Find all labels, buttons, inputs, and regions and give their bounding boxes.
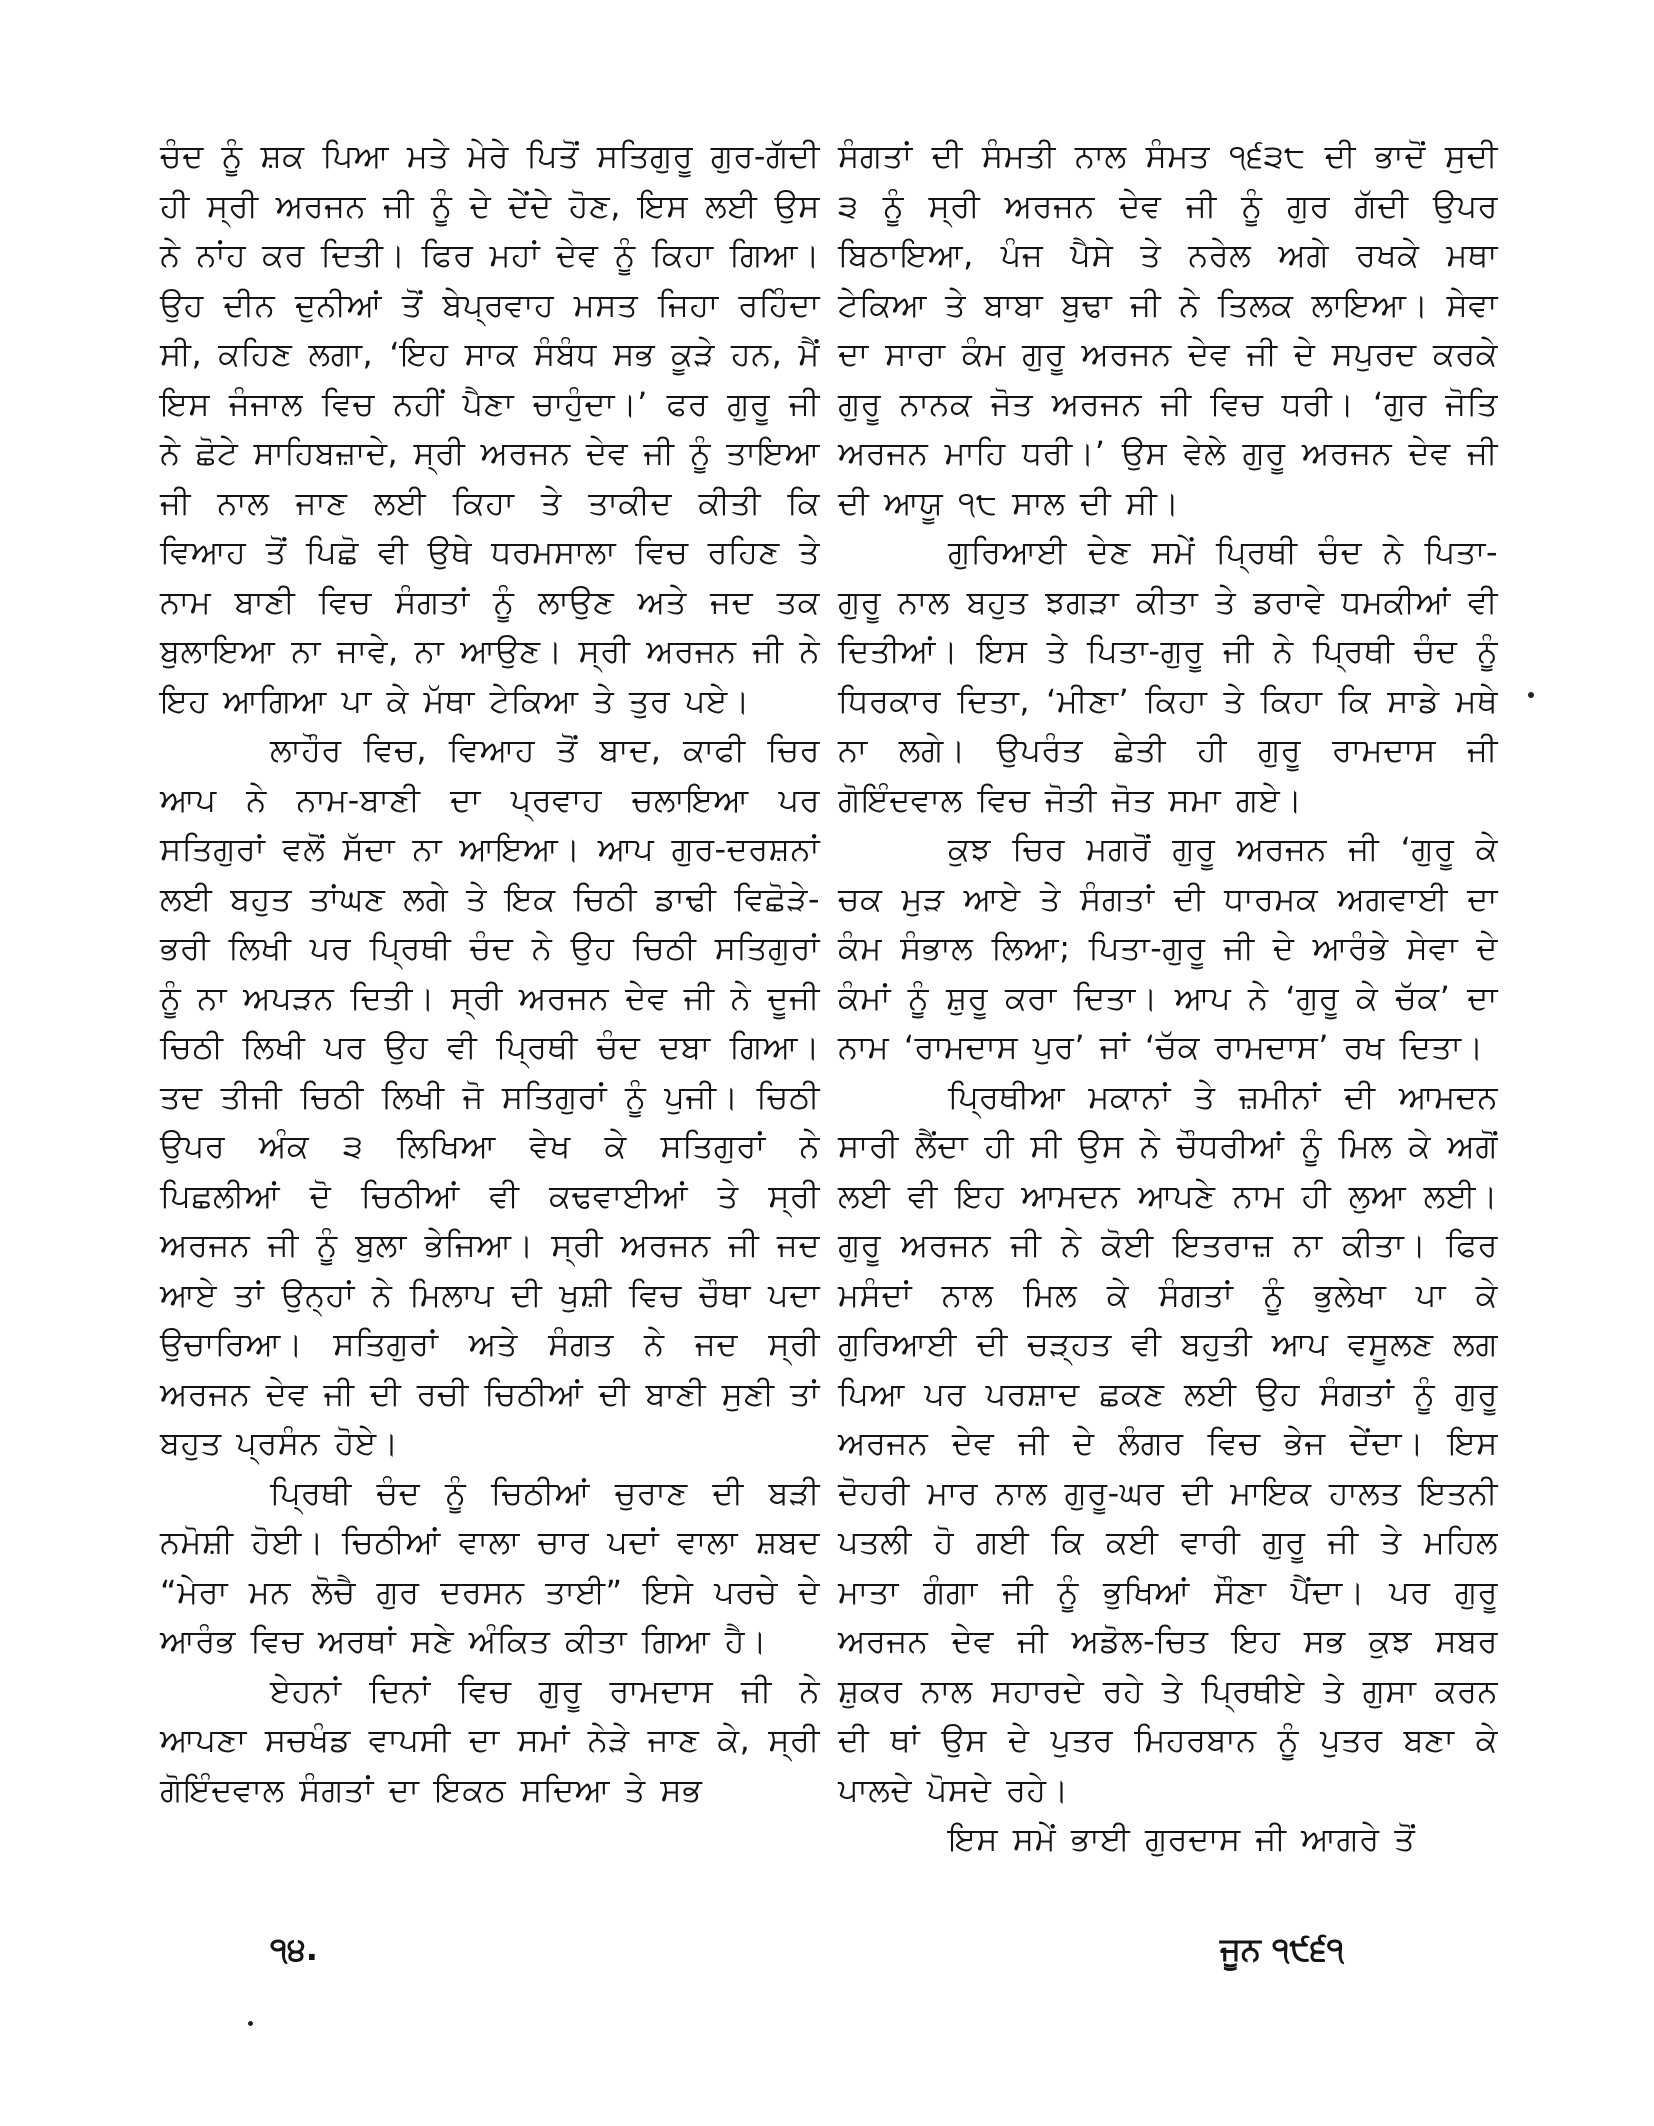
paragraph: ਕੁਝ ਚਿਰ ਮਗਰੋਂ ਗੁਰੂ ਅਰਜਨ ਜੀ ‘ਗੁਰੂ ਕੇ ਚਕ ਮੁੜ ਆਏ ਤੇ ਸੰਗਤਾਂ ਦੀ ਧਾਰਮਕ ਅਗਵਾਈ ਦਾ ਕੰਮ ਸੰਭਾਲ ਲਿਆ; ਪਿਤਾ-ਗੁਰੂ ਜੀ ਦੇ ਆਰੰਭੇ ਸੇਵਾ ਦੇ ਕੰਮਾਂ ਨੂੰ ਸ਼ੁਰੂ ਕਰਾ ਦਿਤਾ। ਆਪ ਨੇ ‘ਗੁਰੂ ਕੇ ਚੱਕ’ ਦਾ ਨਾਮ ‘ਰਾਮਦਾਸ ਪੁਰ’ ਜਾਂ ‘ਚੱਕ ਰਾਮਦਾਸ’ ਰਖ ਦਿਤਾ। (838, 830, 1498, 1066)
paragraph: ਏਹਨਾਂ ਦਿਨਾਂ ਵਿਚ ਗੁਰੂ ਰਾਮਦਾਸ ਜੀ ਨੇ ਆਪਣਾ ਸਚਖੰਡ ਵਾਪਸੀ ਦਾ ਸਮਾਂ ਨੇੜੇ ਜਾਣ ਕੇ, ਸ੍ਰੀ ਗੋਇੰਦਵਾਲ ਸੰਗਤਾਂ ਦਾ ਇਕਠ ਸਦਿਆ ਤੇ ਸਭ (160, 1671, 820, 1809)
paragraph: ਇਸ ਸਮੇਂ ਭਾਈ ਗੁਰਦਾਸ ਜੀ ਆਗਰੇ ਤੋਂ (948, 1820, 1416, 1858)
left-column (160, 132, 820, 1815)
paragraph: ਚੰਦ ਨੂੰ ਸ਼ਕ ਪਿਆ ਮਤੇ ਮੇਰੇ ਪਿਤੋਂ ਸਤਿਗੁਰੂ ਗੁਰ-ਗੱਦੀ ਹੀ ਸ੍ਰੀ ਅਰਜਨ ਜੀ ਨੂੰ ਦੇ ਦੇਂਦੇ ਹੋਣ, ਇਸ ਲਈ ਉਸ ਨੇ ਨਾਂਹ ਕਰ ਦਿਤੀ। ਫਿਰ ਮਹਾਂ ਦੇਵ ਨੂੰ ਕਿਹਾ ਗਿਆ। ਉਹ ਦੀਨ ਦੁਨੀਆਂ ਤੋਂ ਬੇਪ੍ਰਵਾਹ ਮਸਤ ਜਿਹਾ ਰਹਿੰਦਾ ਸੀ, ਕਹਿਣ ਲਗਾ, ‘ਇਹ ਸਾਕ ਸੰਬੰਧ ਸਭ ਕੂੜੇ ਹਨ, ਮੈਂ ਇਸ ਜੰਜਾਲ ਵਿਚ ਨਹੀਂ ਪੈਣਾ ਚਾਹੁੰਦਾ।’ ਫਰ ਗੁਰੂ ਜੀ ਨੇ ਛੋਟੇ ਸਾਹਿਬਜ਼ਾਦੇ, ਸ੍ਰੀ ਅਰਜਨ ਦੇਵ ਜੀ ਨੂੰ ਤਾਇਆ ਜੀ ਨਾਲ ਜਾਣ ਲਈ ਕਿਹਾ ਤੇ ਤਾਕੀਦ ਕੀਤੀ ਕਿ ਵਿਆਹ ਤੋਂ ਪਿਛੋ ਵੀ ਉਥੇ ਧਰਮਸਾਲਾ ਵਿਚ ਰਹਿਣ ਤੇ ਨਾਮ ਬਾਣੀ ਵਿਚ ਸੰਗਤਾਂ ਨੂੰ ਲਾਉਣ ਅਤੇ ਜਦ ਤਕ ਬੁਲਾਇਆ ਨਾ ਜਾਵੇ, ਨਾ ਆਉਣ। ਸ੍ਰੀ ਅਰਜਨ ਜੀ ਨੇ ਇਹ ਆਗਿਆ ਪਾ ਕੇ ਮੱਥਾ ਟੇਕਿਆ ਤੇ ਤੁਰ ਪਏ। (160, 137, 820, 720)
paragraph: ਸੰਗਤਾਂ ਦੀ ਸੰਮਤੀ ਨਾਲ ਸੰਮਤ ੧੬੩੮ ਦੀ ਭਾਦੋਂ ਸੁਦੀ ੩ ਨੂੰ ਸ੍ਰੀ ਅਰਜਨ ਦੇਵ ਜੀ ਨੂੰ ਗੁਰ ਗੱਦੀ ਉਪਰ ਬਿਠਾਇਆ, ਪੰਜ ਪੈਸੇ ਤੇ ਨਰੇਲ ਅਗੇ ਰਖਕੇ ਮਥਾ ਟੇਕਿਆ ਤੇ ਬਾਬਾ ਬੁਢਾ ਜੀ ਨੇ ਤਿਲਕ ਲਾਇਆ। ਸੇਵਾ ਦਾ ਸਾਰਾ ਕੰਮ ਗੁਰੂ ਅਰਜਨ ਦੇਵ ਜੀ ਦੇ ਸਪੁਰਦ ਕਰਕੇ ਗੁਰੂ ਨਾਨਕ ਜੋਤ ਅਰਜਨ ਜੀ ਵਿਚ ਧਰੀ। ‘ਗੁਰ ਜੋਤਿ ਅਰਜਨ ਮਾਹਿ ਧਰੀ।’ ਉਸ ਵੇਲੇ ਗੁਰੂ ਅਰਜਨ ਦੇਵ ਜੀ ਦੀ ਆਯੂ ੧੮ ਸਾਲ ਦੀ ਸੀ। (838, 137, 1498, 522)
issue-date: ਜੂਨ ੧੯੬੧ (1220, 1930, 1345, 1968)
paragraph: ਲਾਹੌਰ ਵਿਚ, ਵਿਆਹ ਤੋਂ ਬਾਦ, ਕਾਫੀ ਚਿਰ ਆਪ ਨੇ ਨਾਮ-ਬਾਣੀ ਦਾ ਪ੍ਰਵਾਹ ਚਲਾਇਆ ਪਰ ਸਤਿਗੁਰਾਂ ਵਲੋਂ ਸੱਦਾ ਨਾ ਆਇਆ। ਆਪ ਗੁਰ-ਦਰਸ਼ਨਾਂ ਲਈ ਬਹੁਤ ਤਾਂਘਣ ਲਗੇ ਤੇ ਇਕ ਚਿਠੀ ਡਾਢੀ ਵਿਛੋੜੇ-ਭਰੀ ਲਿਖੀ ਪਰ ਪ੍ਰਿਥੀ ਚੰਦ ਨੇ ਉਹ ਚਿਠੀ ਸਤਿਗੁਰਾਂ ਨੂੰ ਨਾ ਅਪੜਨ ਦਿਤੀ। ਸ੍ਰੀ ਅਰਜਨ ਦੇਵ ਜੀ ਨੇ ਦੂਜੀ ਚਿਠੀ ਲਿਖੀ ਪਰ ਉਹ ਵੀ ਪ੍ਰਿਥੀ ਚੰਦ ਦਬਾ ਗਿਆ। ਤਦ ਤੀਜੀ ਚਿਠੀ ਲਿਖੀ ਜੋ ਸਤਿਗੁਰਾਂ ਨੂੰ ਪੁਜੀ। ਚਿਠੀ ਉਪਰ ਅੰਕ ੩ ਲਿਖਿਆ ਵੇਖ ਕੇ ਸਤਿਗੁਰਾਂ ਨੇ ਪਿਛਲੀਆਂ ਦੋ ਚਿਠੀਆਂ ਵੀ ਕਢਵਾਈਆਂ ਤੇ ਸ੍ਰੀ ਅਰਜਨ ਜੀ ਨੂੰ ਬੁਲਾ ਭੇਜਿਆ। ਸ੍ਰੀ ਅਰਜਨ ਜੀ ਜਦ ਆਏ ਤਾਂ ਉਨ੍ਹਾਂ ਨੇ ਮਿਲਾਪ ਦੀ ਖੁਸ਼ੀ ਵਿਚ ਚੌਥਾ ਪਦਾ ਉਚਾਰਿਆ। ਸਤਿਗੁਰਾਂ ਅਤੇ ਸੰਗਤ ਨੇ ਜਦ ਸ੍ਰੀ ਅਰਜਨ ਦੇਵ ਜੀ ਦੀ ਰਚੀ ਚਿਠੀਆਂ ਦੀ ਬਾਣੀ ਸੁਣੀ ਤਾਂ ਬਹੁਤ ਪ੍ਰਸੰਨ ਹੋਏ। (160, 731, 820, 1462)
page-number: ੧੪. (270, 1930, 318, 1968)
paragraph: ਪ੍ਰਿਥੀ ਚੰਦ ਨੂੰ ਚਿਠੀਆਂ ਚੁਰਾਣ ਦੀ ਬੜੀ ਨਮੋਸ਼ੀ ਹੋਈ। ਚਿਠੀਆਂ ਵਾਲਾ ਚਾਰ ਪਦਾਂ ਵਾਲਾ ਸ਼ਬਦ “ਮੇਰਾ ਮਨ ਲੋਚੈ ਗੁਰ ਦਰਸਨ ਤਾਈ” ਇਸੇ ਪਰਚੇ ਦੇ ਆਰੰਭ ਵਿਚ ਅਰਥਾਂ ਸਣੇ ਅੰਕਿਤ ਕੀਤਾ ਗਿਆ ਹੈ। (160, 1473, 820, 1660)
paragraph: ਪ੍ਰਿਥੀਆ ਮਕਾਨਾਂ ਤੇ ਜ਼ਮੀਨਾਂ ਦੀ ਆਮਦਨ ਸਾਰੀ ਲੈਂਦਾ ਹੀ ਸੀ ਉਸ ਨੇ ਚੌਧਰੀਆਂ ਨੂੰ ਮਿਲ ਕੇ ਅਗੋਂ ਲਈ ਵੀ ਇਹ ਆਮਦਨ ਆਪਣੇ ਨਾਮ ਹੀ ਲੁਆ ਲਈ। ਗੁਰੂ ਅਰਜਨ ਜੀ ਨੇ ਕੋਈ ਇਤਰਾਜ਼ ਨਾ ਕੀਤਾ। ਫਿਰ ਮਸੰਦਾਂ ਨਾਲ ਮਿਲ ਕੇ ਸੰਗਤਾਂ ਨੂੰ ਭੁਲੇਖਾ ਪਾ ਕੇ ਗੁਰਿਆਈ ਦੀ ਚੜ੍ਹਤ ਵੀ ਬਹੁਤੀ ਆਪ ਵਸੂਲਣ ਲਗ ਪਿਆ ਪਰ ਪਰਸ਼ਾਦ ਛਕਣ ਲਈ ਉਹ ਸੰਗਤਾਂ ਨੂੰ ਗੁਰੂ ਅਰਜਨ ਦੇਵ ਜੀ ਦੇ ਲੰਗਰ ਵਿਚ ਭੇਜ ਦੇਂਦਾ। ਇਸ ਦੋਹਰੀ ਮਾਰ ਨਾਲ ਗੁਰੂ-ਘਰ ਦੀ ਮਾਇਕ ਹਾਲਤ ਇਤਨੀ ਪਤਲੀ ਹੋ ਗਈ ਕਿ ਕਈ ਵਾਰੀ ਗੁਰੂ ਜੀ ਤੇ ਮਹਿਲ ਮਾਤਾ ਗੰਗਾ ਜੀ ਨੂੰ ਭੁਖਿਆਂ ਸੌਣਾ ਪੈਂਦਾ। ਪਰ ਗੁਰੂ ਅਰਜਨ ਦੇਵ ਜੀ ਅਡੋਲ-ਚਿਤ ਇਹ ਸਭ ਕੁਝ ਸਬਰ ਸ਼ੁਕਰ ਨਾਲ ਸਹਾਰਦੇ ਰਹੇ ਤੇ ਪ੍ਰਿਥੀਏ ਤੇ ਗੁਸਾ ਕਰਨ ਦੀ ਥਾਂ ਉਸ ਦੇ ਪੁਤਰ ਮਿਹਰਬਾਨ ਨੂੰ ਪੁਤਰ ਬਣਾ ਕੇ ਪਾਲਦੇ ਪੋਸਦੇ ਰਹੇ। (838, 1077, 1498, 1809)
right-column (838, 132, 1498, 1865)
scan-speck-decoration (248, 2021, 253, 2026)
paragraph: ਗੁਰਿਆਈ ਦੇਣ ਸਮੇਂ ਪ੍ਰਿਥੀ ਚੰਦ ਨੇ ਪਿਤਾ-ਗੁਰੂ ਨਾਲ ਬਹੁਤ ਝਗੜਾ ਕੀਤਾ ਤੇ ਡਰਾਵੇ ਧਮਕੀਆਂ ਵੀ ਦਿਤੀਆਂ। ਇਸ ਤੇ ਪਿਤਾ-ਗੁਰੂ ਜੀ ਨੇ ਪ੍ਰਿਥੀ ਚੰਦ ਨੂੰ ਧਿਰਕਾਰ ਦਿਤਾ, ‘ਮੀਣਾ’ ਕਿਹਾ ਤੇ ਕਿਹਾ ਕਿ ਸਾਡੇ ਮਥੇ ਨਾ ਲਗੇ। ਉਪਰੰਤ ਛੇਤੀ ਹੀ ਗੁਰੂ ਰਾਮਦਾਸ ਜੀ ਗੋਇੰਦਵਾਲ ਵਿਚ ਜੋਤੀ ਜੋਤ ਸਮਾ ਗਏ। (838, 533, 1498, 819)
scan-speck-decoration (1528, 692, 1534, 698)
